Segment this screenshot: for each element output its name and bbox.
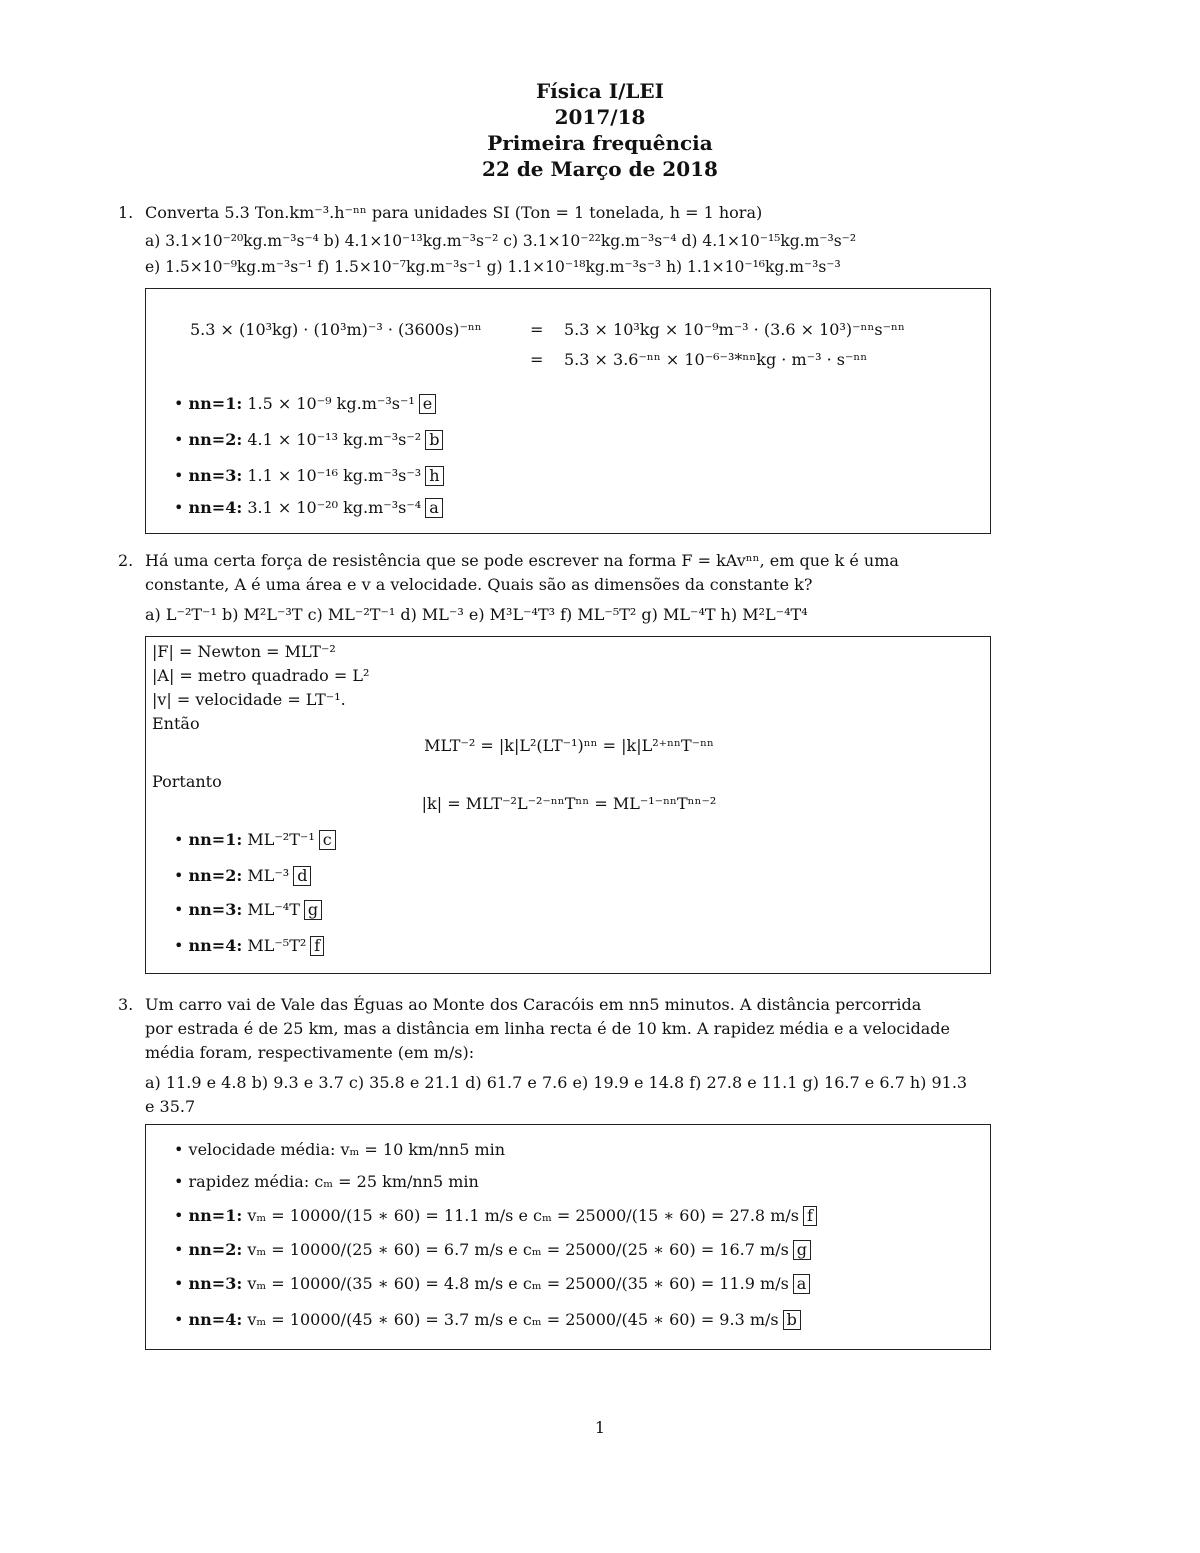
solution-equation: |k| = MLT⁻²L⁻²⁻ⁿⁿTⁿⁿ = ML⁻¹⁻ⁿⁿTⁿⁿ⁻² — [421, 794, 717, 813]
solution-value: 4.1 × 10⁻¹³ kg.m⁻³s⁻² — [247, 430, 422, 449]
question-prompt: por estrada é de 25 km, mas a distância em linha recta é de 10 km. A rapidez média e a velocidade — [145, 1019, 950, 1038]
solution-value: vₘ = 10000/(45 ∗ 60) = 3.7 m/s e cₘ = 25000/(45 ∗ 60) = 9.3 m/s — [247, 1310, 779, 1329]
solution-label: nn=4: — [188, 1310, 243, 1329]
answer-letter: a — [793, 1274, 811, 1294]
solution-text: |F| = Newton = MLT⁻² — [152, 642, 336, 661]
solution-label: nn=1: — [188, 1206, 243, 1225]
solution-item: • nn=2: 4.1 × 10⁻¹³ kg.m⁻³s⁻² b — [174, 429, 443, 451]
question-number: 3. — [118, 995, 134, 1014]
solution-item: • nn=2: ML⁻³ d — [174, 865, 311, 887]
solution-label: nn=1: — [188, 394, 243, 413]
solution-item: • nn=4: vₘ = 10000/(45 ∗ 60) = 3.7 m/s e cₘ = 25000/(45 ∗ 60) = 9.3 m/s b — [174, 1309, 801, 1331]
equation-right: 5.3 × 10³kg × 10⁻⁹m⁻³ · (3.6 × 10³)⁻ⁿⁿs⁻ⁿⁿ — [564, 320, 905, 339]
equation-left: 5.3 × (10³kg) · (10³m)⁻³ · (3600s)⁻ⁿⁿ — [190, 320, 482, 339]
solution-text: Então — [152, 714, 200, 733]
answer-letter: d — [293, 866, 311, 886]
solution-item: • nn=4: ML⁻⁵T² f — [174, 935, 324, 957]
solution-label: nn=4: — [188, 936, 243, 955]
course-title: Física I/LEI — [535, 79, 665, 103]
solution-value: velocidade média: vₘ = 10 km/nn5 min — [188, 1140, 506, 1159]
solution-label: nn=3: — [188, 1274, 243, 1293]
exam-name: Primeira frequência — [487, 131, 713, 155]
solution-label: nn=2: — [188, 1240, 243, 1259]
solution-value: ML⁻³ — [247, 866, 290, 885]
question-prompt: Converta 5.3 Ton.km⁻³.h⁻ⁿⁿ para unidades SI (Ton = 1 tonelada, h = 1 hora) — [145, 203, 763, 222]
solution-value: ML⁻⁵T² — [247, 936, 307, 955]
solution-label: nn=4: — [188, 498, 243, 517]
solution-value: ML⁻⁴T — [247, 900, 300, 919]
solution-value: 1.1 × 10⁻¹⁶ kg.m⁻³s⁻³ — [247, 466, 422, 485]
question-options: e) 1.5×10⁻⁹kg.m⁻³s⁻¹ f) 1.5×10⁻⁷kg.m⁻³s⁻¹ g) 1.1×10⁻¹⁸kg.m⁻³s⁻³ h) 1.1×10⁻¹⁶kg.m⁻³s⁻³ — [145, 258, 841, 276]
solution-value: 3.1 × 10⁻²⁰ kg.m⁻³s⁻⁴ — [247, 498, 422, 517]
question-options: e 35.7 — [145, 1097, 196, 1116]
answer-letter: b — [425, 430, 443, 450]
solution-text: |A| = metro quadrado = L² — [152, 666, 370, 685]
solution-label: nn=1: — [188, 830, 243, 849]
exam-date: 22 de Março de 2018 — [482, 157, 718, 181]
answer-letter: h — [425, 466, 443, 486]
answer-letter: f — [310, 936, 324, 956]
solution-value: vₘ = 10000/(25 ∗ 60) = 6.7 m/s e cₘ = 25000/(25 ∗ 60) = 16.7 m/s — [247, 1240, 789, 1259]
solution-value: vₘ = 10000/(15 ∗ 60) = 11.1 m/s e cₘ = 25000/(15 ∗ 60) = 27.8 m/s — [247, 1206, 799, 1225]
question-options: a) L⁻²T⁻¹ b) M²L⁻³T c) ML⁻²T⁻¹ d) ML⁻³ e) M³L⁻⁴T³ f) ML⁻⁵T² g) ML⁻⁴T h) M²L⁻⁴T⁴ — [145, 605, 808, 624]
solution-item: • nn=1: ML⁻²T⁻¹ c — [174, 829, 336, 851]
solution-value: rapidez média: cₘ = 25 km/nn5 min — [188, 1172, 479, 1191]
answer-letter: b — [783, 1310, 801, 1330]
solution-value: 1.5 × 10⁻⁹ kg.m⁻³s⁻¹ — [247, 394, 415, 413]
equation-sign: = — [530, 350, 544, 369]
solution-equation: MLT⁻² = |k|L²(LT⁻¹)ⁿⁿ = |k|L²⁺ⁿⁿT⁻ⁿⁿ — [424, 736, 714, 755]
question-options: a) 11.9 e 4.8 b) 9.3 e 3.7 c) 35.8 e 21.1 d) 61.7 e 7.6 e) 19.9 e 14.8 f) 27.8 e 11.1 g) 16.7 e 6.7 h) 91.3 — [145, 1073, 968, 1092]
page-number: 1 — [594, 1418, 606, 1437]
answer-letter: g — [793, 1240, 811, 1260]
answer-letter: e — [419, 394, 436, 414]
solution-label: nn=3: — [188, 900, 243, 919]
academic-year: 2017/18 — [554, 105, 646, 129]
solution-label: nn=2: — [188, 430, 243, 449]
solution-box — [145, 1124, 991, 1350]
equation-sign: = — [530, 320, 544, 339]
answer-letter: c — [319, 830, 336, 850]
solution-value: ML⁻²T⁻¹ — [247, 830, 315, 849]
solution-box — [145, 636, 991, 974]
question-prompt: Um carro vai de Vale das Éguas ao Monte dos Caracóis em nn5 minutos. A distância percorrida — [145, 995, 922, 1014]
equation-right: 5.3 × 3.6⁻ⁿⁿ × 10⁻⁶⁻³*ⁿⁿkg · m⁻³ · s⁻ⁿⁿ — [564, 350, 868, 369]
solution-item: • nn=1: 1.5 × 10⁻⁹ kg.m⁻³s⁻¹ e — [174, 393, 436, 415]
solution-value: vₘ = 10000/(35 ∗ 60) = 4.8 m/s e cₘ = 25000/(35 ∗ 60) = 11.9 m/s — [247, 1274, 789, 1293]
solution-label: nn=2: — [188, 866, 243, 885]
solution-item: • velocidade média: vₘ = 10 km/nn5 min — [174, 1140, 506, 1159]
answer-letter: f — [803, 1206, 817, 1226]
solution-label: nn=3: — [188, 466, 243, 485]
question-prompt: Há uma certa força de resistência que se pode escrever na forma F = kAvⁿⁿ, em que k é uma — [145, 551, 899, 570]
question-options: a) 3.1×10⁻²⁰kg.m⁻³s⁻⁴ b) 4.1×10⁻¹³kg.m⁻³s⁻² c) 3.1×10⁻²²kg.m⁻³s⁻⁴ d) 4.1×10⁻¹⁵kg.m⁻³s⁻² — [145, 232, 857, 250]
solution-item: • nn=1: vₘ = 10000/(15 ∗ 60) = 11.1 m/s e cₘ = 25000/(15 ∗ 60) = 27.8 m/s f — [174, 1205, 817, 1227]
question-prompt: constante, A é uma área e v a velocidade. Quais são as dimensões da constante k? — [145, 575, 813, 594]
solution-item: • nn=3: 1.1 × 10⁻¹⁶ kg.m⁻³s⁻³ h — [174, 465, 444, 487]
answer-letter: a — [425, 498, 443, 518]
question-number: 2. — [118, 551, 134, 570]
solution-item: • nn=3: ML⁻⁴T g — [174, 899, 322, 921]
solution-item: • nn=3: vₘ = 10000/(35 ∗ 60) = 4.8 m/s e cₘ = 25000/(35 ∗ 60) = 11.9 m/s a — [174, 1273, 810, 1295]
question-number: 1. — [118, 203, 134, 222]
answer-letter: g — [304, 900, 322, 920]
solution-box — [145, 288, 991, 534]
solution-text: |v| = velocidade = LT⁻¹. — [152, 690, 346, 709]
solution-text: Portanto — [152, 772, 222, 791]
solution-item: • nn=4: 3.1 × 10⁻²⁰ kg.m⁻³s⁻⁴ a — [174, 497, 443, 519]
solution-item: • nn=2: vₘ = 10000/(25 ∗ 60) = 6.7 m/s e cₘ = 25000/(25 ∗ 60) = 16.7 m/s g — [174, 1239, 811, 1261]
solution-item: • rapidez média: cₘ = 25 km/nn5 min — [174, 1172, 479, 1191]
question-prompt: média foram, respectivamente (em m/s): — [145, 1043, 475, 1062]
